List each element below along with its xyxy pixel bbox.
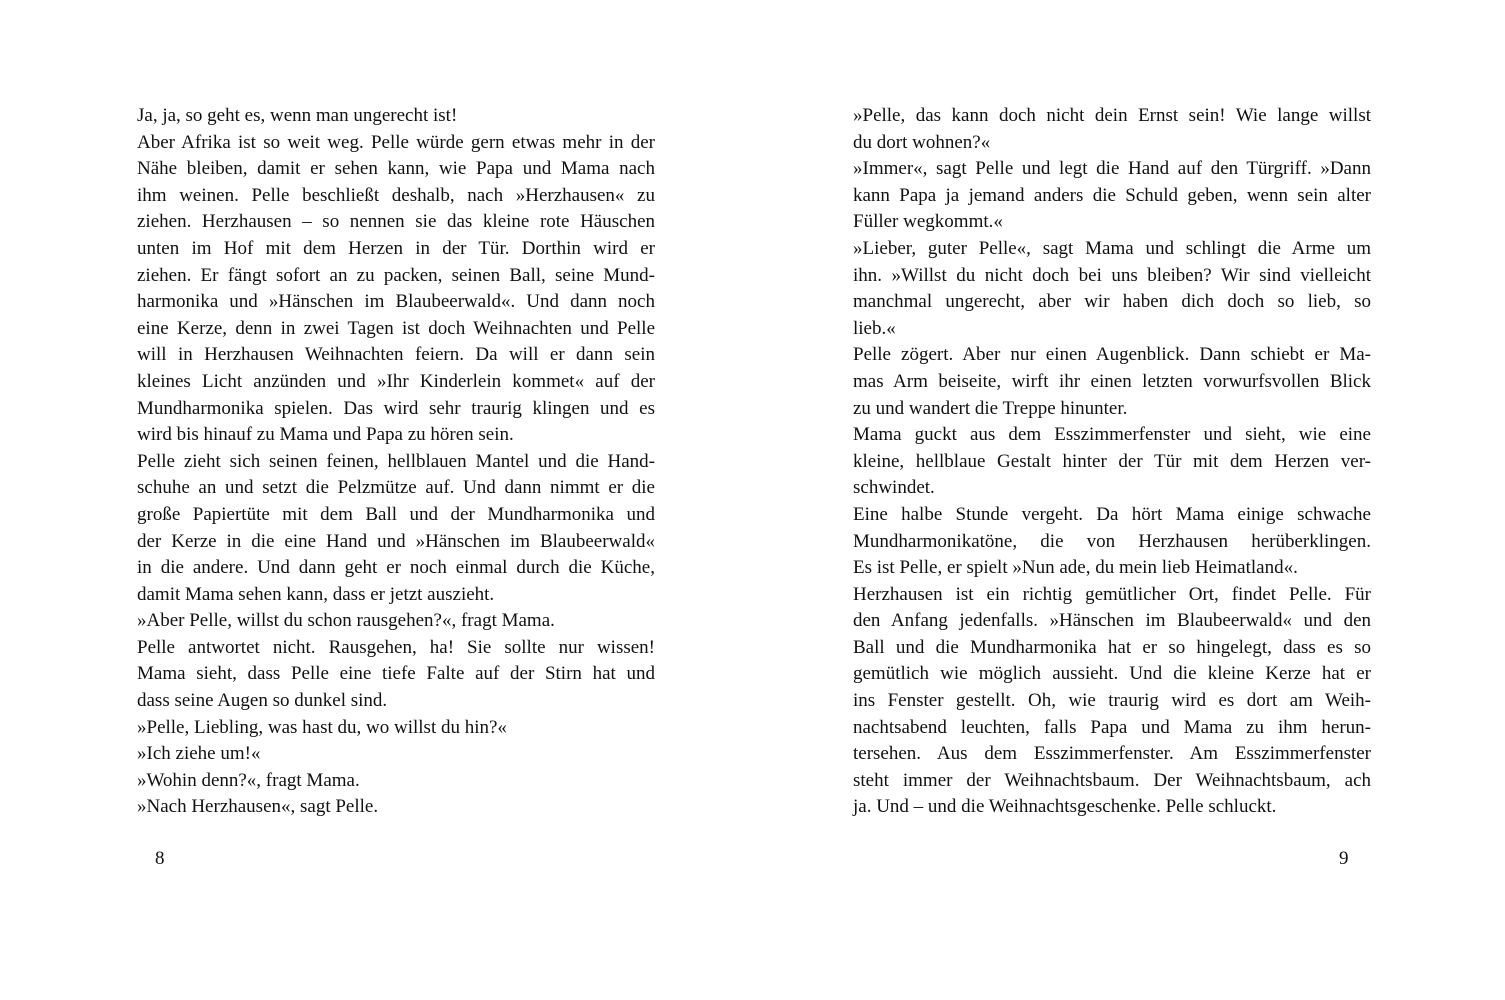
text-line: zu und wandert die Treppe hinunter.: [853, 397, 1128, 419]
text-line: ja. Und – und die Weihnachtsgeschenke. Pelle schluckt.: [853, 796, 1277, 818]
text-line: »Immer«, sagt Pelle und legt die Hand auf den Türgriff. »Dann: [853, 158, 1371, 180]
text-line: ziehen. Herzhausen – so nennen sie das kleine rote Häuschen: [137, 211, 655, 233]
text-line: »Lieber, guter Pelle«, sagt Mama und schlingt die Arme um: [853, 237, 1371, 259]
text-line: kleine, hellblaue Gestalt hinter der Tür mit dem Herzen ver-: [853, 450, 1371, 472]
text-line: schuhe an und setzt die Pelzmütze auf. Und dann nimmt er die: [137, 477, 655, 499]
text-line: unten im Hof mit dem Herzen in der Tür. Dorthin wird er: [137, 237, 655, 259]
text-line: »Nach Herzhausen«, sagt Pelle.: [137, 796, 379, 818]
text-line: den Anfang jedenfalls. »Hänschen im Blaubeerwald« und den: [853, 610, 1371, 632]
text-line: Mama guckt aus dem Esszimmerfenster und sieht, wie eine: [853, 424, 1371, 446]
text-line: Ball und die Mundharmonika hat er so hingelegt, dass es so: [853, 636, 1371, 658]
right-page-text: [853, 103, 1371, 821]
text-line: Eine halbe Stunde vergeht. Da hört Mama einige schwache: [853, 503, 1371, 525]
text-line: kleines Licht anzünden und »Ihr Kinderlein kommet« auf der: [137, 370, 655, 392]
text-line: Herzhausen ist ein richtig gemütlicher Ort, findet Pelle. Für: [853, 583, 1371, 605]
text-line: der Kerze in die eine Hand und »Hänschen im Blaubeerwald«: [137, 530, 655, 552]
text-line: tersehen. Aus dem Esszimmerfenster. Am Esszimmerfenster: [853, 743, 1371, 765]
text-line: »Wohin denn?«, fragt Mama.: [137, 769, 360, 791]
text-line: Mama sieht, dass Pelle eine tiefe Falte auf der Stirn hat und: [137, 663, 655, 685]
text-line: Mundharmonika spielen. Das wird sehr traurig klingen und es: [137, 397, 655, 419]
text-line: Aber Afrika ist so weit weg. Pelle würde gern etwas mehr in der: [137, 131, 655, 153]
text-line: lieb.«: [853, 317, 896, 339]
text-line: dass seine Augen so dunkel sind.: [137, 690, 388, 712]
text-line: harmonika und »Hänschen im Blaubeerwald«. Und dann noch: [137, 291, 655, 313]
text-line: Mundharmonikatöne, die von Herzhausen herüberklingen.: [853, 530, 1371, 552]
text-line: große Papiertüte mit dem Ball und der Mundharmonika und: [137, 503, 655, 525]
text-line: Nähe bleiben, damit er sehen kann, wie Papa und Mama nach: [137, 158, 655, 180]
text-line: ihm weinen. Pelle beschließt deshalb, nach »Herzhausen« zu: [137, 184, 655, 206]
text-line: kann Papa ja jemand anders die Schuld geben, wenn sein alter: [853, 184, 1371, 206]
text-line: Pelle zieht sich seinen feinen, hellblauen Mantel und die Hand-: [137, 450, 655, 472]
left-page-number: 8: [155, 848, 165, 869]
left-page: [0, 0, 752, 1000]
text-line: mas Arm beiseite, wirft ihr einen letzten vorwurfsvollen Blick: [853, 370, 1371, 392]
text-line: ziehen. Er fängt sofort an zu packen, seinen Ball, seine Mund-: [137, 264, 655, 286]
text-line: damit Mama sehen kann, dass er jetzt auszieht.: [137, 583, 495, 605]
text-line: gemütlich wie möglich aussieht. Und die kleine Kerze hat er: [853, 663, 1371, 685]
text-line: nachtsabend leuchten, falls Papa und Mama zu ihm herun-: [853, 716, 1371, 738]
right-page: [752, 0, 1505, 1000]
text-line: will in Herzhausen Weihnachten feiern. Da will er dann sein: [137, 344, 655, 366]
text-line: du dort wohnen?«: [853, 131, 991, 153]
text-line: wird bis hinauf zu Mama und Papa zu hören sein.: [137, 424, 514, 446]
right-page-number: 9: [1339, 848, 1349, 869]
text-line: ins Fenster gestellt. Oh, wie traurig wird es dort am Weih-: [853, 690, 1371, 712]
text-line: Pelle zögert. Aber nur einen Augenblick. Dann schiebt er Ma-: [853, 344, 1371, 366]
text-line: in die andere. Und dann geht er noch einmal durch die Küche,: [137, 557, 655, 579]
text-line: steht immer der Weihnachtsbaum. Der Weihnachtsbaum, ach: [853, 769, 1371, 791]
text-line: »Ich ziehe um!«: [137, 743, 261, 765]
text-line: eine Kerze, denn in zwei Tagen ist doch Weihnachten und Pelle: [137, 317, 655, 339]
text-line: »Pelle, Liebling, was hast du, wo willst du hin?«: [137, 716, 507, 738]
text-line: Pelle antwortet nicht. Rausgehen, ha! Sie sollte nur wissen!: [137, 636, 655, 658]
text-line: schwindet.: [853, 477, 935, 499]
text-line: Es ist Pelle, er spielt »Nun ade, du mein lieb Heimatland«.: [853, 557, 1298, 579]
text-line: Ja, ja, so geht es, wenn man ungerecht ist!: [137, 105, 458, 126]
text-line: Füller wegkommt.«: [853, 211, 1003, 233]
text-line: ihn. »Willst du nicht doch bei uns bleiben? Wir sind vielleicht: [853, 264, 1371, 286]
text-line: »Aber Pelle, willst du schon rausgehen?«, fragt Mama.: [137, 610, 555, 632]
left-page-text: [137, 103, 655, 821]
text-line: »Pelle, das kann doch nicht dein Ernst sein! Wie lange willst: [853, 105, 1371, 126]
text-line: manchmal ungerecht, aber wir haben dich doch so lieb, so: [853, 291, 1371, 313]
